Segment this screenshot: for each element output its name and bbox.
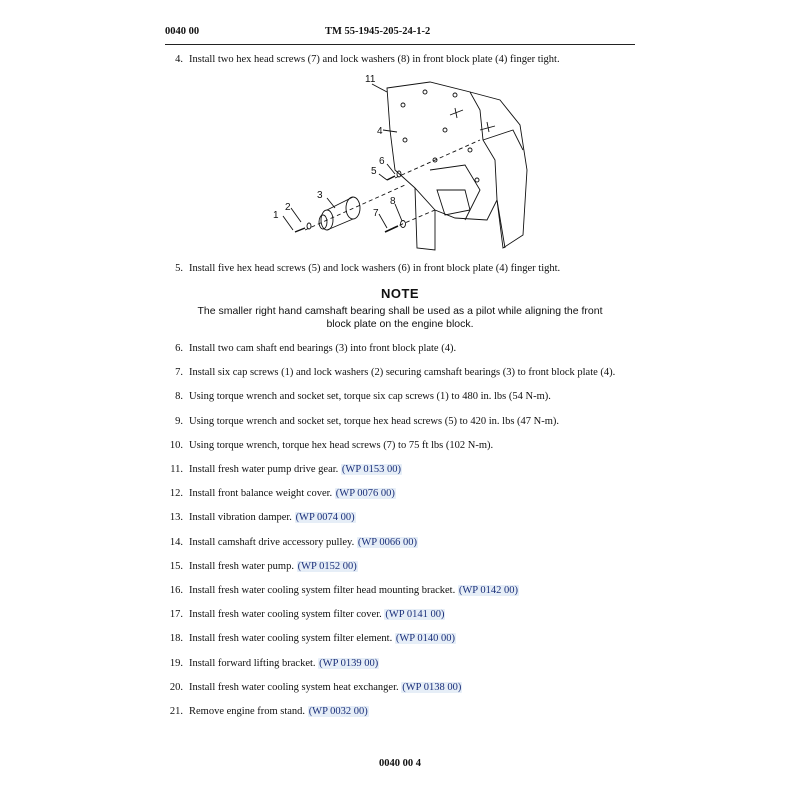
step-text: Using torque wrench, torque hex head screws (7) to 75 ft lbs (102 N-m). bbox=[189, 439, 494, 451]
step-19 bbox=[165, 658, 379, 669]
step-15 bbox=[165, 561, 358, 572]
step-number: 18. bbox=[169, 633, 183, 645]
step-4 bbox=[165, 54, 560, 65]
work-package-link[interactable]: (WP 0076 00) bbox=[335, 488, 395, 500]
callout-8: 8 bbox=[390, 196, 396, 207]
work-package-link[interactable]: (WP 0141 00) bbox=[385, 609, 445, 621]
step-text: Install fresh water cooling system filter cover. bbox=[189, 609, 382, 621]
step-number: 9. bbox=[175, 415, 183, 427]
header-rule bbox=[165, 44, 635, 45]
step-12 bbox=[165, 488, 396, 499]
callout-2: 2 bbox=[285, 202, 291, 213]
step-text: Install fresh water cooling system filter head mounting bracket. bbox=[189, 585, 456, 596]
step-text: Using torque wrench and socket set, torque six cap screws (1) to 480 in. lbs (54 N-m). bbox=[189, 391, 551, 403]
step-text: Install fresh water cooling system heat exchanger. bbox=[189, 681, 399, 693]
step-number: 5. bbox=[175, 263, 183, 274]
step-text: Install five hex head screws (5) and lock washers (6) in front block plate (4) finger tight. bbox=[189, 263, 561, 274]
callout-1: 1 bbox=[273, 210, 279, 221]
callout-4: 4 bbox=[377, 126, 383, 137]
step-text: Using torque wrench and socket set, torque hex head screws (5) to 420 in. lbs (47 N-m). bbox=[189, 415, 560, 427]
exploded-view-illustration bbox=[265, 70, 535, 260]
figure-callouts bbox=[273, 74, 396, 221]
note-line-1: The smaller right hand camshaft bearing shall be used as a pilot while aligning the front bbox=[197, 305, 603, 317]
step-text: Install vibration damper. bbox=[189, 512, 292, 524]
step-20 bbox=[165, 682, 462, 693]
callout-7: 7 bbox=[373, 208, 379, 219]
callout-11: 11 bbox=[365, 74, 376, 85]
step-number: 15. bbox=[169, 560, 183, 572]
step-10 bbox=[165, 440, 493, 451]
step-text: Install camshaft drive accessory pulley. bbox=[189, 536, 355, 548]
step-text: Install fresh water pump. bbox=[189, 560, 294, 572]
callout-3: 3 bbox=[317, 190, 323, 201]
step-text: Install forward lifting bracket. bbox=[189, 657, 316, 669]
step-16 bbox=[165, 585, 519, 596]
note-title: NOTE bbox=[380, 286, 420, 301]
step-number: 11. bbox=[170, 464, 183, 475]
step-number: 20. bbox=[169, 681, 183, 693]
step-number: 14. bbox=[169, 536, 183, 548]
step-number: 19. bbox=[169, 657, 183, 669]
note-line-2: block plate on the engine block. bbox=[326, 318, 474, 330]
step-number: 21. bbox=[169, 706, 183, 717]
work-package-link[interactable]: (WP 0152 00) bbox=[297, 560, 357, 572]
step-11 bbox=[165, 464, 402, 475]
step-8 bbox=[165, 391, 551, 402]
step-21 bbox=[165, 706, 369, 717]
step-text: Install six cap screws (1) and lock washers (2) securing camshaft bearings (3) to front block plate (4). bbox=[189, 367, 616, 379]
work-package-link[interactable]: (WP 0139 00) bbox=[319, 657, 379, 669]
step-18 bbox=[165, 633, 456, 644]
note-text bbox=[0, 305, 800, 331]
work-package-link[interactable]: (WP 0066 00) bbox=[357, 536, 417, 548]
step-text: Install fresh water pump drive gear. bbox=[189, 464, 339, 475]
step-number: 13. bbox=[169, 512, 183, 524]
step-13 bbox=[165, 512, 356, 523]
work-package-link[interactable]: (WP 0142 00) bbox=[458, 585, 518, 596]
page-header bbox=[165, 26, 635, 40]
work-package-link[interactable]: (WP 0138 00) bbox=[402, 681, 462, 693]
page-number: 0040 00 4 bbox=[379, 758, 421, 769]
step-number: 10. bbox=[169, 439, 183, 451]
step-6 bbox=[165, 343, 456, 354]
step-number: 12. bbox=[169, 488, 183, 500]
callout-6: 6 bbox=[379, 156, 385, 167]
step-7 bbox=[165, 367, 615, 378]
step-number: 7. bbox=[175, 367, 183, 379]
work-package-link[interactable]: (WP 0074 00) bbox=[295, 512, 355, 524]
step-5 bbox=[165, 263, 560, 274]
step-text: Install front balance weight cover. bbox=[189, 488, 333, 500]
step-number: 8. bbox=[175, 391, 183, 403]
step-number: 4. bbox=[175, 54, 183, 65]
step-text: Install fresh water cooling system filter element. bbox=[189, 633, 393, 645]
step-9 bbox=[165, 416, 559, 427]
technical-manual-number: TM 55-1945-205-24-1-2 bbox=[325, 26, 431, 37]
step-number: 17. bbox=[169, 609, 183, 621]
step-17 bbox=[165, 609, 445, 620]
work-package-link[interactable]: (WP 0140 00) bbox=[395, 633, 455, 645]
step-number: 6. bbox=[175, 343, 183, 354]
callout-5: 5 bbox=[371, 166, 377, 177]
step-14 bbox=[165, 537, 418, 548]
step-text: Install two hex head screws (7) and lock washers (8) in front block plate (4) finger tight. bbox=[189, 54, 560, 65]
step-text: Install two cam shaft end bearings (3) into front block plate (4). bbox=[189, 343, 457, 354]
work-package-number: 0040 00 bbox=[165, 26, 200, 37]
step-text: Remove engine from stand. bbox=[189, 706, 306, 717]
step-number: 16. bbox=[169, 585, 183, 596]
work-package-link[interactable]: (WP 0032 00) bbox=[308, 706, 368, 717]
work-package-link[interactable]: (WP 0153 00) bbox=[341, 464, 402, 475]
